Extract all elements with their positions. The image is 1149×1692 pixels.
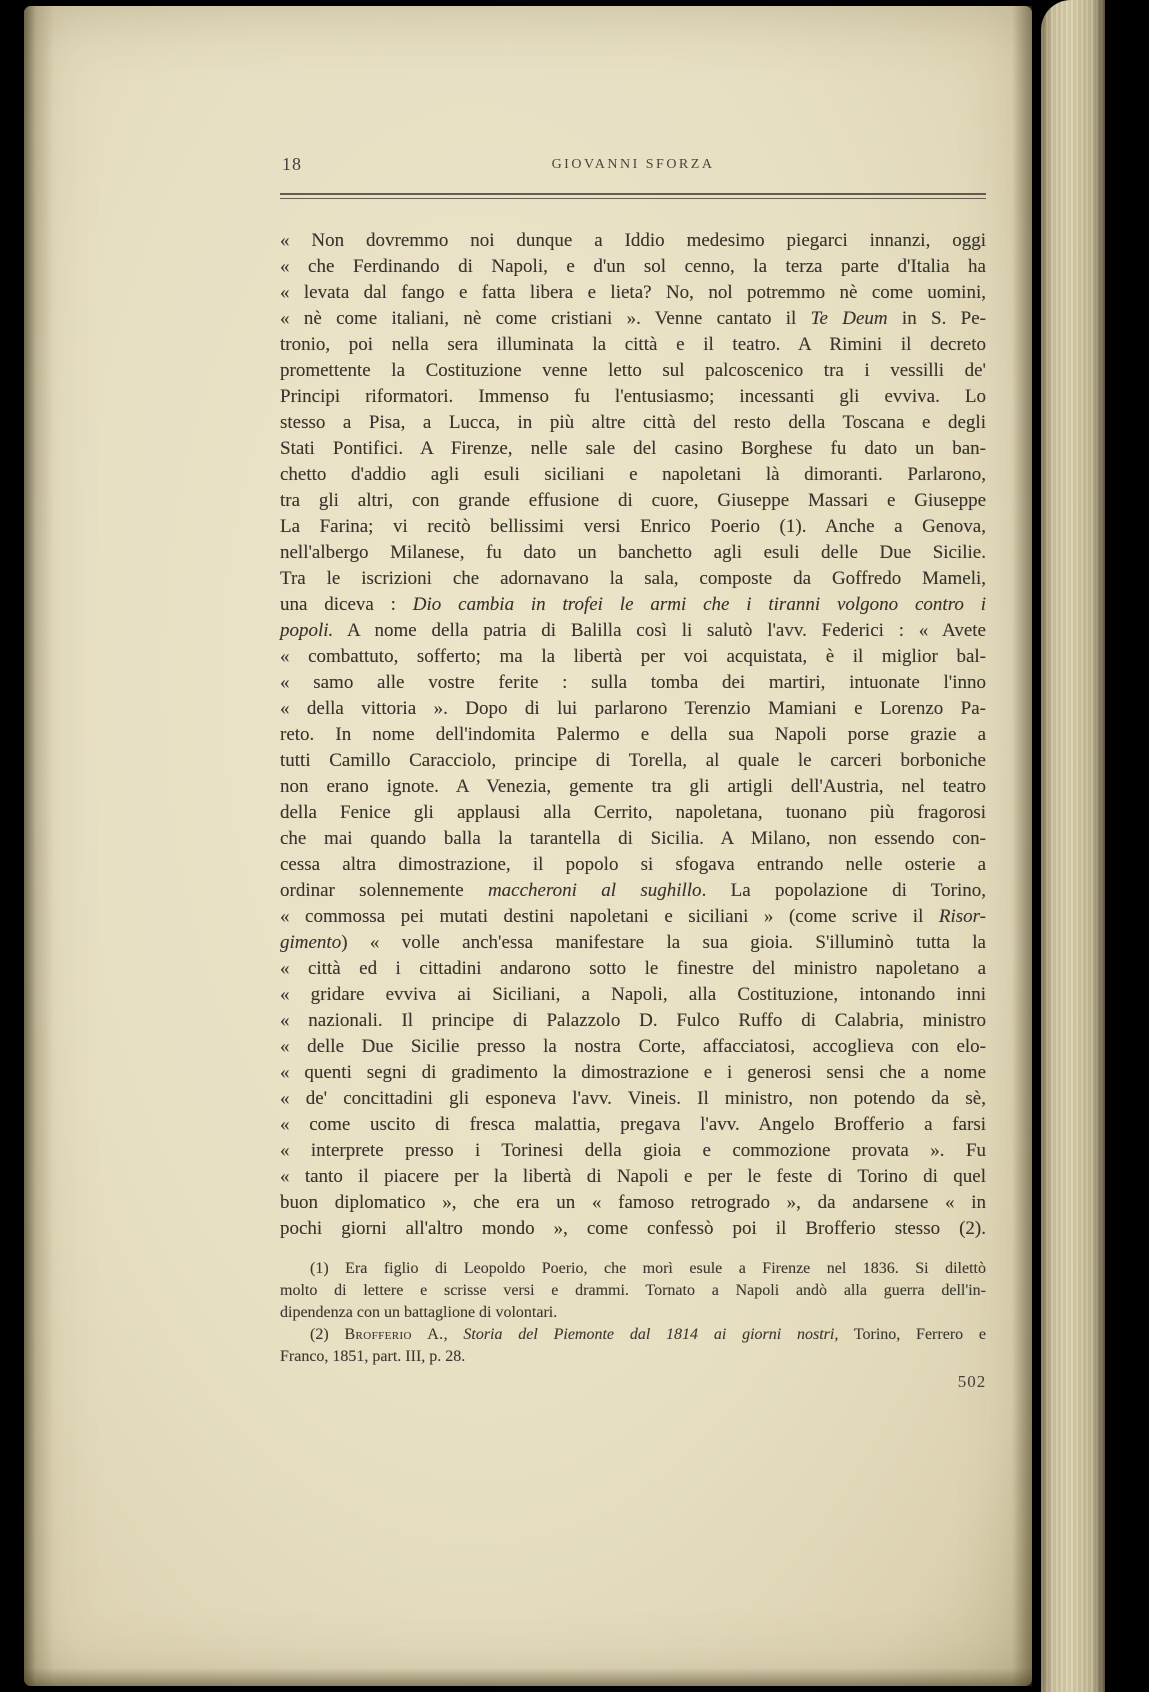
text-line: molto di lettere e scrisse versi e drammi. Tornato a Napoli andò alla guerra dell'in- (280, 1282, 986, 1299)
text-line: « delle Due Sicilie presso la nostra Corte, affacciatosi, accoglieva con elo- (280, 1036, 986, 1057)
text-line: « de' concittadini gli esponeva l'avv. Vineis. Il ministro, non potendo da sè, (280, 1088, 986, 1109)
header-rule-bottom (280, 198, 986, 199)
text-line: che mai quando balla la tarantella di Sicilia. A Milano, non essendo con- (280, 828, 986, 849)
text-line: « combattuto, sofferto; ma la libertà per voi acquistata, è il miglior bal- (280, 646, 986, 667)
text-line: « nè come italiani, nè come cristiani ». Venne cantato il Te Deum in S. Pe- (280, 308, 986, 329)
text-line: una diceva : Dio cambia in trofei le armi che i tiranni volgono contro i (280, 594, 986, 615)
text-line: nell'albergo Milanese, fu dato un banchetto agli esuli delle Due Sicilie. (280, 542, 986, 563)
text-line: Stati Pontifici. A Firenze, nelle sale del casino Borghese fu dato un ban- (280, 438, 986, 459)
header-rule-top (280, 193, 986, 195)
footnotes (280, 1258, 986, 1368)
text-line: Tra le iscrizioni che adornavano la sala, composte da Goffredo Mameli, (280, 568, 986, 589)
text-line: (1) Era figlio di Leopoldo Poerio, che morì esule a Firenze nel 1836. Si dilettò (310, 1260, 986, 1277)
text-line: « levata dal fango e fatta libera e lieta? No, nol potremmo nè come uomini, (280, 282, 986, 303)
text-line: « che Ferdinando di Napoli, e d'un sol cenno, la terza parte d'Italia ha (280, 256, 986, 277)
text-line: « della vittoria ». Dopo di lui parlarono Terenzio Mamiani e Lorenzo Pa- (280, 698, 986, 719)
page-edge-texture (1041, 0, 1105, 1692)
text-line: « samo alle vostre ferite : sulla tomba dei martiri, intuonate l'inno (280, 672, 986, 693)
text-line: tutti Camillo Caracciolo, principe di Torella, al quale le carceri borboniche (280, 750, 986, 771)
text-line: dipendenza con un battaglione di volontari. (280, 1304, 558, 1321)
text-line: La Farina; vi recitò bellissimi versi Enrico Poerio (1). Anche a Genova, (280, 516, 986, 537)
text-line: stesso a Pisa, a Lucca, in più altre città del resto della Toscana e degli (280, 412, 986, 433)
page-header (280, 154, 986, 178)
running-head: GIOVANNI SFORZA (551, 157, 715, 172)
text-line: « commossa pei mutati destini napoletani e siciliani » (come scrive il Risor- (280, 906, 986, 927)
text-line: reto. In nome dell'indomita Palermo e della sua Napoli porse grazie a (280, 724, 986, 745)
book-page (24, 6, 1032, 1686)
text-line: tra gli altri, con grande effusione di cuore, Giuseppe Massari e Giuseppe (280, 490, 986, 511)
page-bottom-edge-shadow (24, 1668, 1032, 1686)
footer-page-number: 502 (957, 1372, 987, 1391)
text-line: « tanto il piacere per la libertà di Napoli e per le feste di Torino di quel (280, 1166, 986, 1187)
page-left-edge-shadow (24, 6, 54, 1686)
page-right-edge-shadow (1012, 6, 1032, 1686)
text-line: chetto d'addio agli esuli siciliani e napoletani là dimoranti. Parlarono, (280, 464, 986, 485)
text-line: « Non dovremmo noi dunque a Iddio medesimo piegarci innanzi, oggi (280, 230, 986, 251)
text-line: Principi riformatori. Immenso fu l'entusiasmo; incessanti gli evviva. Lo (280, 386, 986, 407)
text-line: popoli. A nome della patria di Balilla così li salutò l'avv. Federici : « Avete (280, 620, 986, 641)
text-line: cessa altra dimostrazione, il popolo si sfogava entrando nelle osterie a (280, 854, 986, 875)
text-line: « nazionali. Il principe di Palazzolo D. Fulco Ruffo di Calabria, ministro (280, 1010, 986, 1031)
text-line: « gridare evviva ai Siciliani, a Napoli, alla Costituzione, intonando inni (280, 984, 986, 1005)
text-line: « interprete presso i Torinesi della gioia e commozione provata ». Fu (280, 1140, 986, 1161)
page-number: 18 (282, 154, 302, 174)
text-line: Franco, 1851, part. III, p. 28. (280, 1348, 466, 1365)
text-line: gimento) « volle anch'essa manifestare la sua gioia. S'illuminò tutta la (280, 932, 986, 953)
text-line: tronio, poi nella sera illuminata la città e il teatro. A Rimini il decreto (280, 334, 986, 355)
text-line: « come uscito di fresca malattia, pregava l'avv. Angelo Brofferio a farsi (280, 1114, 986, 1135)
text-line: buon diplomatico », che era un « famoso retrogrado », da andarsene « in (280, 1192, 986, 1213)
text-line: (2) Brofferio A., Storia del Piemonte dal 1814 ai giorni nostri, Torino, Ferrero e (310, 1326, 987, 1343)
text-line: pochi giorni all'altro mondo », come confessò poi il Brofferio stesso (2). (280, 1218, 986, 1239)
text-line: « quenti segni di gradimento la dimostrazione e i generosi sensi che a nome (280, 1062, 986, 1083)
text-line: « città ed i cittadini andarono sotto le finestre del ministro napoletano a (280, 958, 986, 979)
text-line: della Fenice gli applausi alla Cerrito, napoletana, tuonano più fragorosi (280, 802, 986, 823)
text-line: non erano ignote. A Venezia, gemente tra gli artigli dell'Austria, nel teatro (280, 776, 986, 797)
text-line: ordinar solennemente maccheroni al sughillo. La popolazione di Torino, (280, 880, 986, 901)
body-text (280, 228, 986, 1242)
text-line: promettente la Costituzione venne letto sul palcoscenico tra i vessilli de' (280, 360, 986, 381)
adjacent-page-edge (1041, 0, 1105, 1692)
